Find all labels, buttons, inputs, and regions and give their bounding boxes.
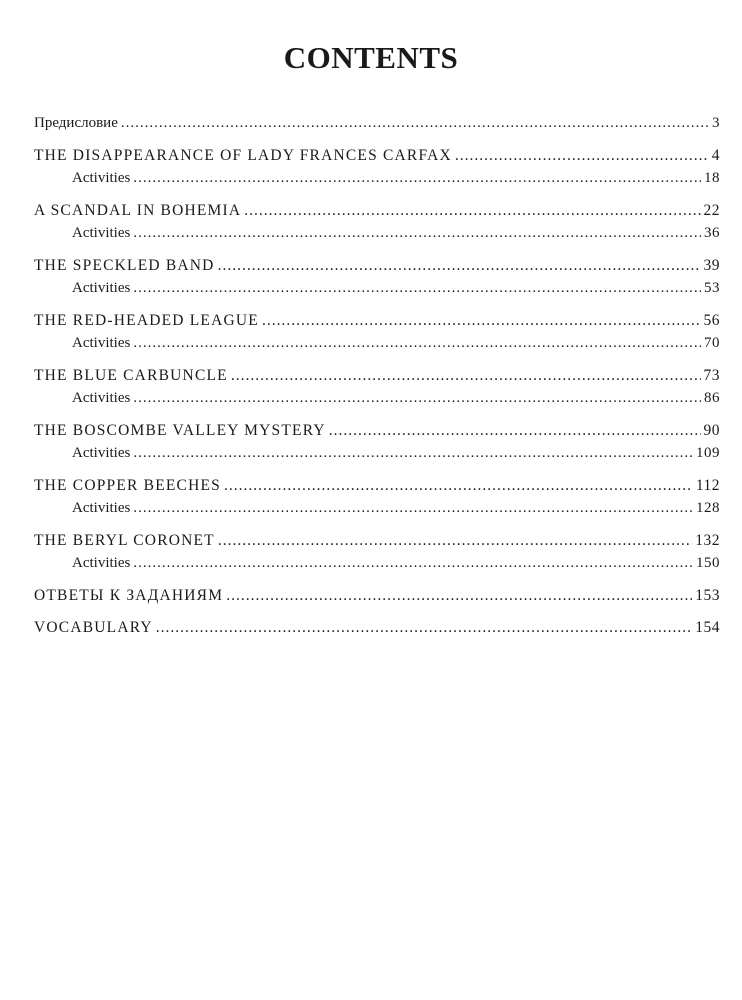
toc-entry-activities[interactable] (34, 332, 720, 355)
toc-entry-title: THE SPECKLED BAND (34, 257, 215, 274)
toc-entry-title: ОТВЕТЫ К ЗАДАНИЯМ (34, 587, 224, 604)
toc-entry-activities[interactable] (34, 497, 720, 520)
dot-leader (226, 584, 692, 607)
toc-page-number: 90 (703, 422, 720, 439)
dot-leader (133, 332, 701, 355)
toc-page-number: 53 (704, 280, 720, 296)
toc-entry-activities[interactable] (34, 442, 720, 465)
toc-entry-story[interactable] (34, 254, 720, 277)
toc-entry-activities[interactable] (34, 387, 720, 410)
toc-page-number: 56 (703, 312, 720, 329)
dot-leader (218, 529, 692, 552)
toc-page-number: 150 (696, 555, 720, 571)
dot-leader (133, 277, 701, 300)
toc-page-number: 36 (704, 225, 720, 241)
dot-leader (133, 442, 693, 465)
toc-entry-title: Activities (72, 170, 131, 186)
toc-page-number: 18 (704, 170, 720, 186)
toc-entry-title: THE COPPER BEECHES (34, 477, 221, 494)
dot-leader (133, 552, 693, 575)
toc-page-number: 39 (703, 257, 720, 274)
dot-leader (133, 387, 701, 410)
dot-leader (133, 497, 693, 520)
toc-entry-title: THE BOSCOMBE VALLEY MYSTERY (34, 422, 326, 439)
page-title: CONTENTS (283, 40, 459, 75)
toc-entry-title: THE BERYL CORONET (34, 532, 215, 549)
toc-page-number: 86 (704, 390, 720, 406)
dot-leader (121, 112, 709, 135)
toc-entry-title: Activities (72, 335, 131, 351)
dot-leader (231, 364, 701, 387)
toc-entry-title: THE DISAPPEARANCE OF LADY FRANCES CARFAX (34, 147, 452, 164)
toc-entry-story[interactable] (34, 144, 720, 167)
dot-leader (244, 199, 700, 222)
toc-page-number: 3 (712, 115, 720, 131)
toc-entry-story[interactable] (34, 309, 720, 332)
toc-entry-title: Предисловие (34, 115, 118, 131)
toc-page-number: 109 (696, 445, 720, 461)
toc-entry-preface[interactable] (34, 112, 720, 135)
toc-entry-activities[interactable] (34, 552, 720, 575)
toc-entry-activities[interactable] (34, 277, 720, 300)
dot-leader (262, 309, 701, 332)
table-of-contents (34, 112, 720, 639)
toc-entry-title: VOCABULARY (34, 619, 153, 636)
dot-leader (133, 222, 701, 245)
toc-page-number: 70 (704, 335, 720, 351)
toc-page-number: 22 (703, 202, 720, 219)
dot-leader (156, 616, 692, 639)
toc-entry-title: THE RED-HEADED LEAGUE (34, 312, 259, 329)
toc-entry-title: Activities (72, 280, 131, 296)
toc-page-number: 128 (696, 500, 720, 516)
toc-entry-title: THE BLUE CARBUNCLE (34, 367, 228, 384)
toc-entry-vocabulary[interactable] (34, 616, 720, 639)
toc-entry-story[interactable] (34, 474, 720, 497)
toc-entry-answers[interactable] (34, 584, 720, 607)
toc-page-number: 153 (695, 587, 720, 604)
toc-page-number: 4 (711, 147, 720, 164)
toc-page-number: 73 (703, 367, 720, 384)
toc-page-number: 132 (695, 532, 720, 549)
dot-leader (329, 419, 701, 442)
toc-entry-title: Activities (72, 500, 131, 516)
dot-leader (455, 144, 709, 167)
toc-entry-title: Activities (72, 390, 131, 406)
dot-leader (224, 474, 693, 497)
toc-entry-title: Activities (72, 445, 131, 461)
dot-leader (133, 167, 701, 190)
dot-leader (218, 254, 701, 277)
toc-page-number: 154 (695, 619, 720, 636)
toc-entry-story[interactable] (34, 364, 720, 387)
toc-entry-title: A SCANDAL IN BOHEMIA (34, 202, 242, 219)
toc-entry-title: Activities (72, 555, 131, 571)
toc-entry-story[interactable] (34, 419, 720, 442)
toc-entry-activities[interactable] (34, 167, 720, 190)
toc-entry-story[interactable] (34, 199, 720, 222)
toc-page-number: 112 (695, 477, 720, 494)
toc-entry-activities[interactable] (34, 222, 720, 245)
toc-entry-story[interactable] (34, 529, 720, 552)
toc-entry-title: Activities (72, 225, 131, 241)
